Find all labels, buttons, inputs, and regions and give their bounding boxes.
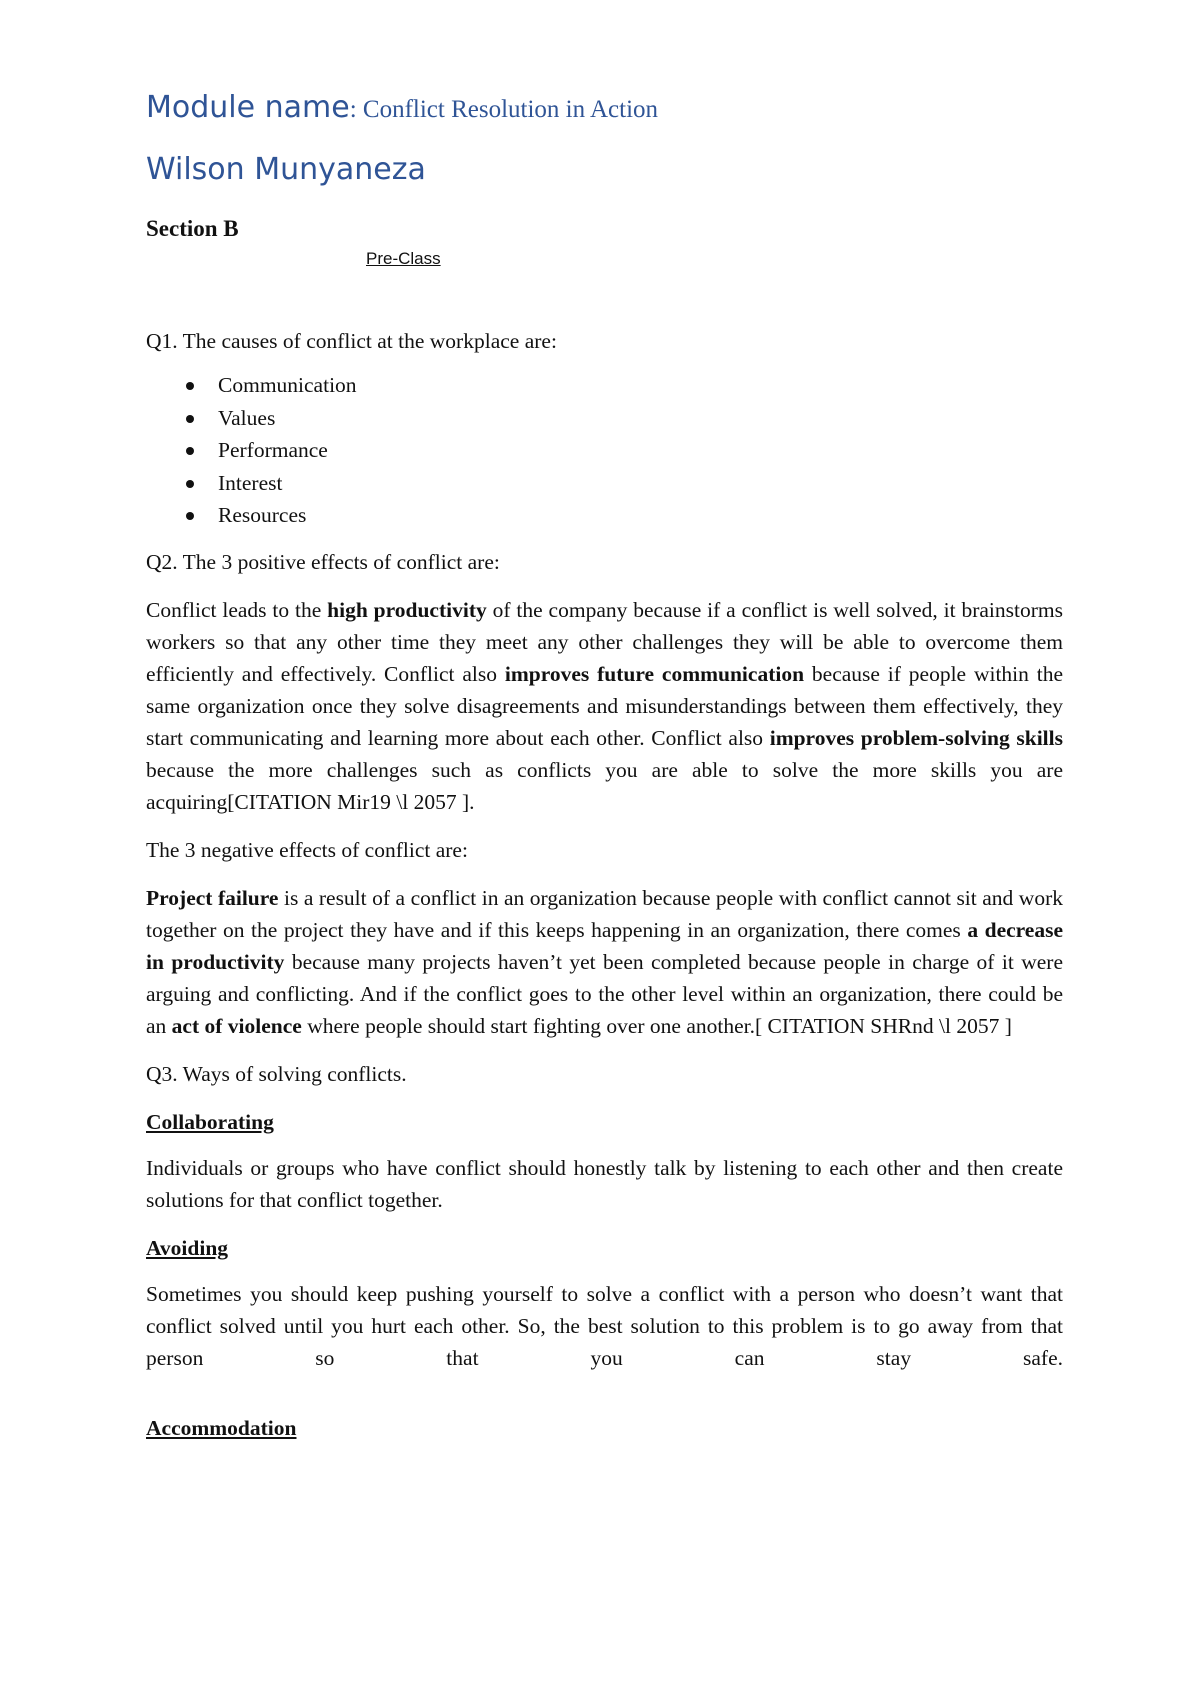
q3-question: Q3. Ways of solving conflicts.: [146, 1061, 407, 1086]
module-name-value: Conflict Resolution in Action: [362, 96, 659, 123]
bullet-icon: [186, 382, 194, 390]
list-item: Performance: [146, 434, 1063, 467]
list-item: Values: [146, 402, 1063, 435]
positive-effects-paragraph: Conflict leads to the high productivity of the company because if a conflict is well solved, it brainstorms workers so that any other time they meet any other challenges they will be able to overcome them efficiently and effectively. Conflict also improves future communication because if people within the same organization once they solve disagreements and misunderstandings between them effectively, they start communicating and learning more about each other. Conflict also improves problem-solving skills because the more challenges such as conflicts you are able to solve the more skills you are acquiring[CITATION Mir19 \l 2057 ].: [146, 597, 1064, 814]
negative-effect-2: a decrease in productivity: [146, 917, 1064, 974]
module-name-colon: :: [349, 96, 363, 123]
document-page: [146, 88, 1063, 1458]
negative-effects-title: The 3 negative effects of conflict are:: [146, 837, 468, 862]
list-item: Communication: [146, 369, 1063, 402]
module-name-label: Module name: [146, 90, 350, 125]
positive-effect-2: improves future communication: [504, 661, 805, 686]
accommodation-title: Accommodation: [146, 1415, 297, 1440]
bullet-icon: [186, 512, 194, 520]
module-name-heading: [146, 88, 1063, 138]
bullet-icon: [186, 447, 194, 455]
q2-question: Q2. The 3 positive effects of conflict are:: [146, 549, 500, 574]
section-title: Section B: [146, 216, 239, 241]
bullet-icon: [186, 415, 194, 423]
avoiding-title: Avoiding: [146, 1235, 229, 1260]
preclass-label: Pre-Class: [366, 249, 441, 268]
negative-effect-1: Project failure: [146, 885, 279, 910]
negative-effects-paragraph: Project failure is a result of a conflict in an organization because people with conflict cannot sit and work together on the project they have and if this keeps happening in an organization, there comes a decrease in productivity because many projects haven’t yet been completed because people in charge of it were arguing and conflicting. And if the conflict goes to the other level within an organization, there could be an act of violence where people should start fighting over one another.[ CITATION SHRnd \l 2057 ]: [146, 885, 1064, 1038]
list-item: Resources: [146, 499, 1063, 532]
positive-effect-3: improves problem-solving skills: [769, 725, 1063, 750]
author-name: Wilson Munyaneza: [146, 152, 426, 187]
avoiding-text: Sometimes you should keep pushing yourself to solve a conflict with a person who doesn’t want that conflict solved until you hurt each other. So, the best solution to this problem is to go away from that person so that you can stay safe.: [146, 1281, 1063, 1370]
q1-question: Q1. The causes of conflict at the workplace are:: [146, 329, 557, 353]
causes-list: [146, 369, 1063, 532]
negative-effect-3: act of violence: [171, 1013, 302, 1038]
collaborating-text: Individuals or groups who have conflict should honestly talk by listening to each other and then create solutions for that conflict together.: [146, 1155, 1063, 1212]
positive-effect-1: high productivity: [327, 597, 487, 622]
list-item: Interest: [146, 467, 1063, 500]
bullet-icon: [186, 480, 194, 488]
collaborating-title: Collaborating: [146, 1109, 274, 1134]
